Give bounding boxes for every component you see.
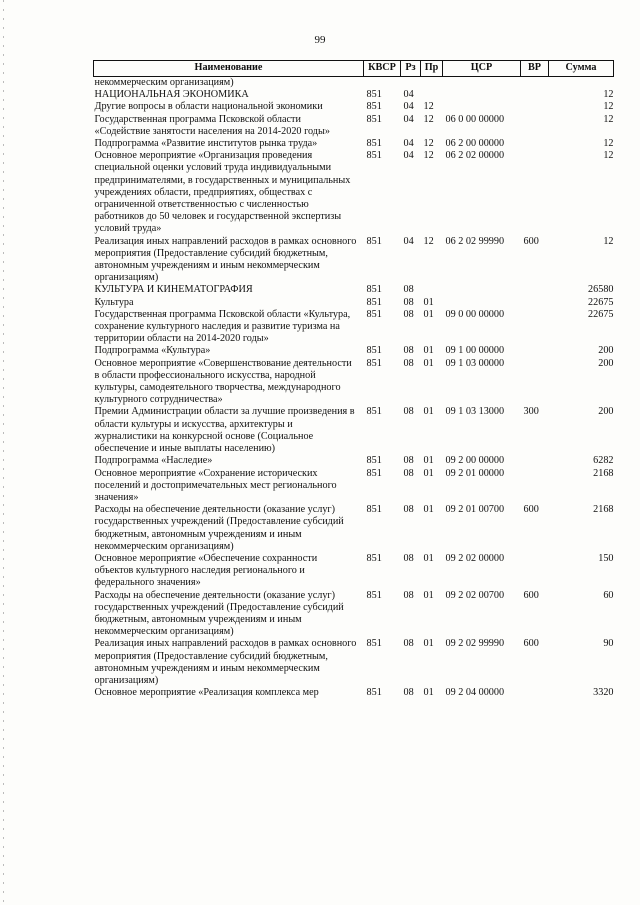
cell-rz: 08 (403, 345, 414, 357)
header-pr: Пр (421, 61, 443, 77)
cell-rz: 04 (403, 235, 414, 247)
cell-sum: 12 (603, 113, 614, 125)
cell-kvsr: 851 (366, 235, 382, 247)
header-name: Наименование (94, 61, 364, 77)
cell-name: некоммерческим организациям) (94, 77, 234, 88)
cell-csr: 09 2 00 00000 (445, 455, 505, 467)
cell-sum: 200 (598, 357, 614, 369)
cell-pr: 12 (423, 150, 434, 162)
cell-sum: 60 (603, 589, 614, 601)
cell-kvsr: 851 (366, 138, 382, 150)
cell-csr: 09 2 02 00000 (445, 552, 505, 564)
cell-vr (521, 89, 549, 101)
table-row (94, 89, 614, 101)
cell-csr: 09 2 02 00700 (445, 589, 505, 601)
cell-vr (521, 284, 549, 296)
cell-kvsr: 851 (366, 455, 382, 467)
cell-csr: 06 0 00 00000 (445, 113, 505, 125)
cell-sum: 2168 (593, 467, 614, 479)
cell-name: Основное мероприятие «Совершенствование деятельности в области профессионального искусства, народной культуры, самодеятельного творчества, международного культурного сотрудничества» (94, 357, 352, 406)
cell-vr (521, 114, 549, 138)
cell-pr: 01 (423, 296, 434, 308)
cell-rz: 04 (403, 101, 414, 113)
cell-name: Реализация иных направлений расходов в рамках основного мероприятия (Предоставление субсидий бюджетным, автономным учреждениям и иным некоммерческим организациям) (94, 235, 357, 284)
cell-sum: 26580 (588, 284, 614, 296)
cell-vr (521, 101, 549, 113)
cell-rz: 04 (403, 89, 414, 101)
cell-csr: 09 1 03 00000 (445, 357, 505, 369)
cell-kvsr: 851 (366, 552, 382, 564)
cell-pr: 12 (423, 101, 434, 113)
table-row (94, 358, 614, 407)
cell-pr: 01 (423, 345, 434, 357)
cell-csr: 09 2 02 99990 (445, 638, 505, 650)
cell-vr (521, 138, 549, 150)
table-row (94, 309, 614, 346)
cell-pr: 01 (423, 406, 434, 418)
cell-vr: 600 (523, 589, 539, 601)
cell-vr: 300 (523, 406, 539, 418)
cell-name: Основное мероприятие «Организация проведения специальной оценки условий труда индивидуальными предпринимателями, в государственных и муниципальных учреждениях области, предприятиях, обществах с ограниченной ответственностью с численностью работников до 50 человек и государственной экспертизы условий труда» (94, 150, 351, 235)
cell-pr: 01 (423, 455, 434, 467)
cell-sum: 2168 (593, 504, 614, 516)
cell-sum: 200 (598, 345, 614, 357)
cell-kvsr: 851 (366, 406, 382, 418)
cell-csr: 09 1 00 00000 (445, 345, 505, 357)
cell-pr (421, 89, 443, 101)
cell-kvsr (364, 77, 401, 90)
cell-pr: 01 (423, 308, 434, 320)
cell-rz: 08 (403, 589, 414, 601)
header-csr: ЦСР (443, 61, 521, 77)
header-rz: Рз (401, 61, 421, 77)
cell-rz (401, 77, 421, 90)
cell-name: Премии Администрации области за лучшие произведения в области культуры и искусства, архитектуры и журналистики на конкурсной основе (Социальное обеспечение и иные выплаты населению) (94, 406, 355, 455)
cell-pr: 01 (423, 357, 434, 369)
cell-vr (521, 309, 549, 346)
cell-kvsr: 851 (366, 113, 382, 125)
cell-name: Расходы на обеспечение деятельности (оказание услуг) государственных учреждений (Предоставление субсидий бюджетным, автономным учреждениям и иным некоммерческим организациям) (94, 589, 344, 638)
cell-pr: 01 (423, 638, 434, 650)
cell-pr: 12 (423, 113, 434, 125)
cell-pr (421, 284, 443, 296)
cell-name: Государственная программа Псковской области «Культура, сохранение культурного наследия и развитие туризма на территории области на 2014-2020 годы» (94, 308, 351, 345)
cell-csr: 06 2 02 00000 (445, 150, 505, 162)
cell-sum: 6282 (593, 455, 614, 467)
table-body (94, 77, 614, 700)
cell-kvsr: 851 (366, 284, 382, 296)
cell-vr (521, 687, 549, 699)
cell-sum: 200 (598, 406, 614, 418)
cell-name: Культура (94, 296, 134, 308)
cell-rz: 08 (403, 467, 414, 479)
cell-csr: 06 2 02 99990 (445, 235, 505, 247)
cell-sum: 90 (603, 638, 614, 650)
table-row (94, 504, 614, 553)
cell-vr: 600 (523, 504, 539, 516)
cell-vr (521, 297, 549, 309)
cell-sum: 22675 (588, 308, 614, 320)
cell-name: Основное мероприятие «Обеспечение сохранности объектов культурного наследия регионального и федерального значения» (94, 552, 318, 589)
cell-name: КУЛЬТУРА И КИНЕМАТОГРАФИЯ (94, 284, 253, 296)
table-row (94, 406, 614, 455)
header-kvsr: КВСР (364, 61, 401, 77)
cell-csr (443, 297, 521, 309)
cell-csr (443, 101, 521, 113)
table-row (94, 284, 614, 296)
cell-rz: 08 (403, 552, 414, 564)
cell-csr (443, 284, 521, 296)
cell-kvsr: 851 (366, 150, 382, 162)
cell-sum: 12 (603, 150, 614, 162)
cell-csr (443, 77, 521, 90)
cell-rz: 08 (403, 455, 414, 467)
cell-csr: 09 2 01 00000 (445, 467, 505, 479)
cell-pr: 01 (423, 467, 434, 479)
cell-rz: 08 (403, 687, 414, 699)
cell-rz: 08 (403, 296, 414, 308)
cell-sum: 12 (603, 89, 614, 101)
table-row (94, 687, 614, 699)
cell-vr (521, 150, 549, 235)
budget-table (93, 60, 614, 699)
cell-rz: 08 (403, 406, 414, 418)
cell-pr: 12 (423, 235, 434, 247)
cell-name: Расходы на обеспечение деятельности (оказание услуг) государственных учреждений (Предоставление субсидий бюджетным, автономным учреждениям и иным некоммерческим организациям) (94, 504, 344, 552)
cell-sum: 12 (603, 138, 614, 150)
table-row (94, 638, 614, 687)
cell-name: НАЦИОНАЛЬНАЯ ЭКОНОМИКА (94, 89, 249, 101)
header-sum: Сумма (549, 61, 614, 77)
cell-rz: 08 (403, 504, 414, 516)
cell-pr: 12 (423, 138, 434, 150)
cell-rz: 04 (403, 150, 414, 162)
header-vr: ВР (521, 61, 549, 77)
cell-rz: 08 (403, 638, 414, 650)
cell-pr: 01 (423, 552, 434, 564)
cell-kvsr: 851 (366, 504, 382, 516)
cell-vr: 600 (523, 638, 539, 650)
cell-rz: 04 (403, 138, 414, 150)
cell-vr (521, 77, 549, 90)
cell-rz: 08 (403, 357, 414, 369)
cell-vr (521, 468, 549, 505)
table-row (94, 590, 614, 639)
cell-name: Основное мероприятие «Реализация комплекса мер (94, 687, 319, 699)
page-number: 99 (314, 34, 326, 46)
cell-csr: 06 2 00 00000 (445, 138, 505, 150)
cell-sum: 12 (603, 101, 614, 113)
table-row (94, 297, 614, 309)
table-row (94, 77, 614, 90)
cell-pr: 01 (423, 589, 434, 601)
table-row (94, 236, 614, 285)
cell-vr (521, 553, 549, 590)
cell-name: Государственная программа Псковской области «Содействие занятости населения на 2014-2020 годы» (94, 113, 330, 137)
cell-sum (549, 77, 614, 90)
table-header-row (94, 61, 614, 77)
cell-name: Подпрограмма «Развитие институтов рынка труда» (94, 138, 318, 150)
cell-pr (421, 77, 443, 90)
cell-kvsr: 851 (366, 467, 382, 479)
cell-kvsr: 851 (366, 101, 382, 113)
cell-name: Другие вопросы в области национальной экономики (94, 101, 323, 113)
cell-pr: 01 (423, 504, 434, 516)
table-row (94, 553, 614, 590)
cell-name: Подпрограмма «Наследие» (94, 455, 213, 467)
cell-sum: 12 (603, 235, 614, 247)
cell-sum: 3320 (593, 687, 614, 699)
cell-csr: 09 2 01 00700 (445, 504, 505, 516)
cell-csr: 09 2 04 00000 (445, 687, 505, 699)
cell-vr (521, 358, 549, 407)
cell-kvsr: 851 (366, 357, 382, 369)
cell-kvsr: 851 (366, 308, 382, 320)
table-row (94, 468, 614, 505)
cell-rz: 08 (403, 284, 414, 296)
cell-vr (521, 345, 549, 357)
cell-pr: 01 (423, 687, 434, 699)
cell-kvsr: 851 (366, 89, 382, 101)
cell-kvsr: 851 (366, 687, 382, 699)
table-row (94, 345, 614, 357)
cell-sum: 22675 (588, 296, 614, 308)
cell-kvsr: 851 (366, 345, 382, 357)
table-row (94, 101, 614, 113)
table-row (94, 138, 614, 150)
cell-kvsr: 851 (366, 638, 382, 650)
cell-kvsr: 851 (366, 589, 382, 601)
cell-sum: 150 (598, 552, 614, 564)
cell-csr: 09 0 00 00000 (445, 308, 505, 320)
cell-kvsr: 851 (366, 296, 382, 308)
cell-rz: 08 (403, 308, 414, 320)
cell-csr: 09 1 03 13000 (445, 406, 505, 418)
cell-rz: 04 (403, 113, 414, 125)
cell-name: Реализация иных направлений расходов в рамках основного мероприятия (Предоставление субсидий бюджетным, автономным учреждениям и иным некоммерческим организациям) (94, 638, 357, 686)
cell-vr: 600 (523, 235, 539, 247)
table-row (94, 150, 614, 235)
scan-edge-mark (3, 0, 4, 905)
cell-name: Основное мероприятие «Сохранение исторических поселений и достопримечательных мест регионального значения» (94, 467, 337, 503)
table-row (94, 114, 614, 138)
cell-vr (521, 455, 549, 467)
cell-csr (443, 89, 521, 101)
table-row (94, 455, 614, 467)
cell-name: Подпрограмма «Культура» (94, 345, 211, 357)
